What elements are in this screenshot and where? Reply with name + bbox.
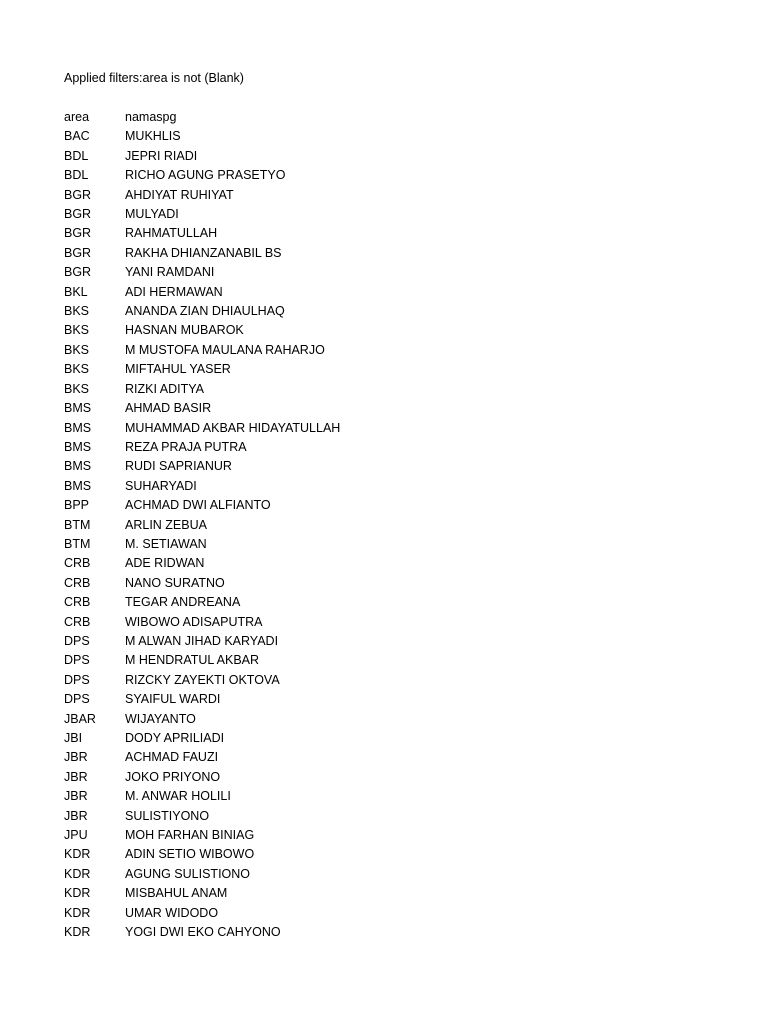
table-row [64, 341, 525, 360]
table-row [64, 768, 525, 787]
document-page [64, 69, 744, 942]
cell-area: KDR [64, 905, 91, 920]
cell-area: BDL [64, 168, 89, 183]
table-row [64, 923, 525, 942]
cell-area: CRB [64, 614, 91, 629]
table-row [64, 205, 525, 224]
table-row [64, 457, 525, 476]
cell-namaspg: REZA PRAJA PUTRA [125, 439, 247, 454]
cell-area: JBI [64, 731, 83, 745]
cell-area: BMS [64, 459, 92, 474]
cell-area: KDR [64, 886, 91, 901]
cell-area: BMS [64, 420, 92, 435]
table-row [64, 845, 525, 864]
cell-namaspg: JEPRI RIADI [125, 148, 198, 163]
table-row [64, 321, 525, 340]
cell-area: BGR [64, 187, 92, 202]
cell-namaspg: NANO SURATNO [125, 575, 225, 590]
cell-namaspg: RUDI SAPRIANUR [125, 459, 232, 474]
cell-area: JBR [64, 789, 88, 804]
cell-namaspg: RAKHA DHIANZANABIL BS [125, 245, 282, 260]
table-row [64, 671, 525, 690]
cell-area: DPS [64, 633, 90, 648]
table-row [64, 593, 525, 612]
table-row [64, 302, 525, 321]
cell-namaspg: ACHMAD DWI ALFIANTO [125, 498, 271, 513]
cell-area: BKS [64, 362, 90, 377]
cell-area: JBR [64, 808, 88, 823]
applied-filters-text: Applied filters:area is not (Blank) [64, 71, 244, 85]
cell-namaspg: RICHO AGUNG PRASETYO [125, 168, 286, 183]
cell-namaspg: RIZCKY ZAYEKTI OKTOVA [125, 672, 280, 687]
cell-namaspg: SULISTIYONO [125, 808, 210, 823]
cell-namaspg: ANANDA ZIAN DHIAULHAQ [125, 304, 285, 319]
table-row [64, 438, 525, 457]
cell-area: BTM [64, 517, 91, 532]
table-row [64, 710, 525, 729]
table-row [64, 613, 525, 632]
table-row [64, 496, 525, 515]
cell-namaspg: SYAIFUL WARDI [125, 692, 221, 707]
table-row [64, 826, 525, 845]
cell-area: JPU [64, 828, 88, 843]
table-row [64, 380, 525, 399]
cell-area: BMS [64, 439, 92, 454]
cell-area: BKL [64, 284, 88, 299]
cell-area: BPP [64, 498, 90, 513]
cell-namaspg: YOGI DWI EKO CAHYONO [125, 925, 281, 940]
table-row [64, 127, 525, 146]
cell-namaspg: MIFTAHUL YASER [125, 362, 231, 377]
cell-namaspg: MUKHLIS [125, 129, 181, 144]
cell-namaspg: MULYADI [125, 207, 179, 222]
column-header-namaspg: namaspg [125, 110, 177, 124]
cell-area: BKS [64, 381, 90, 396]
cell-area: BKS [64, 323, 90, 338]
table-row [64, 554, 525, 573]
cell-namaspg: MOH FARHAN BINIAG [125, 828, 255, 843]
cell-area: BGR [64, 245, 92, 260]
cell-area: BGR [64, 226, 92, 241]
table-header-row [64, 108, 525, 127]
cell-namaspg: SUHARYADI [125, 478, 197, 493]
table-row [64, 399, 525, 418]
table-row [64, 516, 525, 535]
cell-namaspg: YANI RAMDANI [125, 265, 215, 280]
table-row [64, 224, 525, 243]
cell-area: DPS [64, 653, 90, 668]
table-row [64, 244, 525, 263]
cell-namaspg: M MUSTOFA MAULANA RAHARJO [125, 342, 325, 357]
cell-namaspg: ADI HERMAWAN [125, 284, 223, 299]
table-row [64, 283, 525, 302]
cell-namaspg: M. ANWAR HOLILI [125, 789, 231, 804]
cell-area: KDR [64, 925, 91, 940]
table-row [64, 574, 525, 593]
cell-area: BGR [64, 207, 92, 222]
cell-namaspg: JOKO PRIYONO [125, 769, 221, 784]
cell-namaspg: M. SETIAWAN [125, 536, 207, 551]
cell-area: CRB [64, 575, 91, 590]
cell-namaspg: MISBAHUL ANAM [125, 886, 228, 901]
cell-area: JBAR [64, 711, 96, 726]
cell-namaspg: ACHMAD FAUZI [125, 750, 219, 765]
cell-area: DPS [64, 672, 90, 687]
cell-area: JBR [64, 769, 88, 784]
data-table [64, 108, 525, 942]
column-header-area: area [64, 110, 90, 124]
cell-namaspg: ADE RIDWAN [125, 556, 205, 571]
cell-area: KDR [64, 847, 91, 862]
cell-namaspg: UMAR WIDODO [125, 905, 219, 920]
table-body [64, 127, 525, 942]
table-row [64, 807, 525, 826]
cell-namaspg: AHDIYAT RUHIYAT [125, 187, 234, 202]
table-row [64, 166, 525, 185]
cell-area: CRB [64, 556, 91, 571]
cell-area: KDR [64, 866, 91, 881]
cell-namaspg: ARLIN ZEBUA [125, 517, 207, 532]
cell-namaspg: AHMAD BASIR [125, 401, 212, 416]
cell-area: BAC [64, 129, 90, 144]
cell-area: BMS [64, 478, 92, 493]
cell-namaspg: TEGAR ANDREANA [125, 595, 241, 610]
table-row [64, 535, 525, 554]
table-row [64, 748, 525, 767]
cell-area: JBR [64, 750, 88, 765]
table-row [64, 884, 525, 903]
cell-area: CRB [64, 595, 91, 610]
cell-area: BGR [64, 265, 92, 280]
cell-namaspg: AGUNG SULISTIONO [125, 866, 251, 881]
spacer [64, 87, 744, 108]
cell-namaspg: ADIN SETIO WIBOWO [125, 847, 255, 862]
table-row [64, 263, 525, 282]
cell-area: DPS [64, 692, 90, 707]
cell-namaspg: HASNAN MUBAROK [125, 323, 244, 338]
table-row [64, 419, 525, 438]
cell-area: BDL [64, 148, 89, 163]
table-row [64, 651, 525, 670]
cell-namaspg: WIBOWO ADISAPUTRA [125, 614, 263, 629]
table-row [64, 865, 525, 884]
table-row [64, 186, 525, 205]
cell-area: BKS [64, 304, 90, 319]
cell-area: BMS [64, 401, 92, 416]
cell-namaspg: DODY APRILIADI [125, 731, 225, 745]
table-row [64, 360, 525, 379]
table-row [64, 477, 525, 496]
table-row [64, 787, 525, 806]
cell-namaspg: RIZKI ADITYA [125, 381, 204, 396]
cell-namaspg: M ALWAN JIHAD KARYADI [125, 633, 279, 648]
cell-namaspg: WIJAYANTO [125, 711, 196, 726]
cell-namaspg: RAHMATULLAH [125, 226, 218, 241]
cell-area: BKS [64, 342, 90, 357]
table-row [64, 690, 525, 709]
cell-namaspg: M HENDRATUL AKBAR [125, 653, 260, 668]
table-row [64, 632, 525, 651]
cell-namaspg: MUHAMMAD AKBAR HIDAYATULLAH [125, 420, 341, 435]
cell-area: BTM [64, 536, 91, 551]
table-row [64, 729, 525, 748]
table-row [64, 904, 525, 923]
table-row [64, 147, 525, 166]
